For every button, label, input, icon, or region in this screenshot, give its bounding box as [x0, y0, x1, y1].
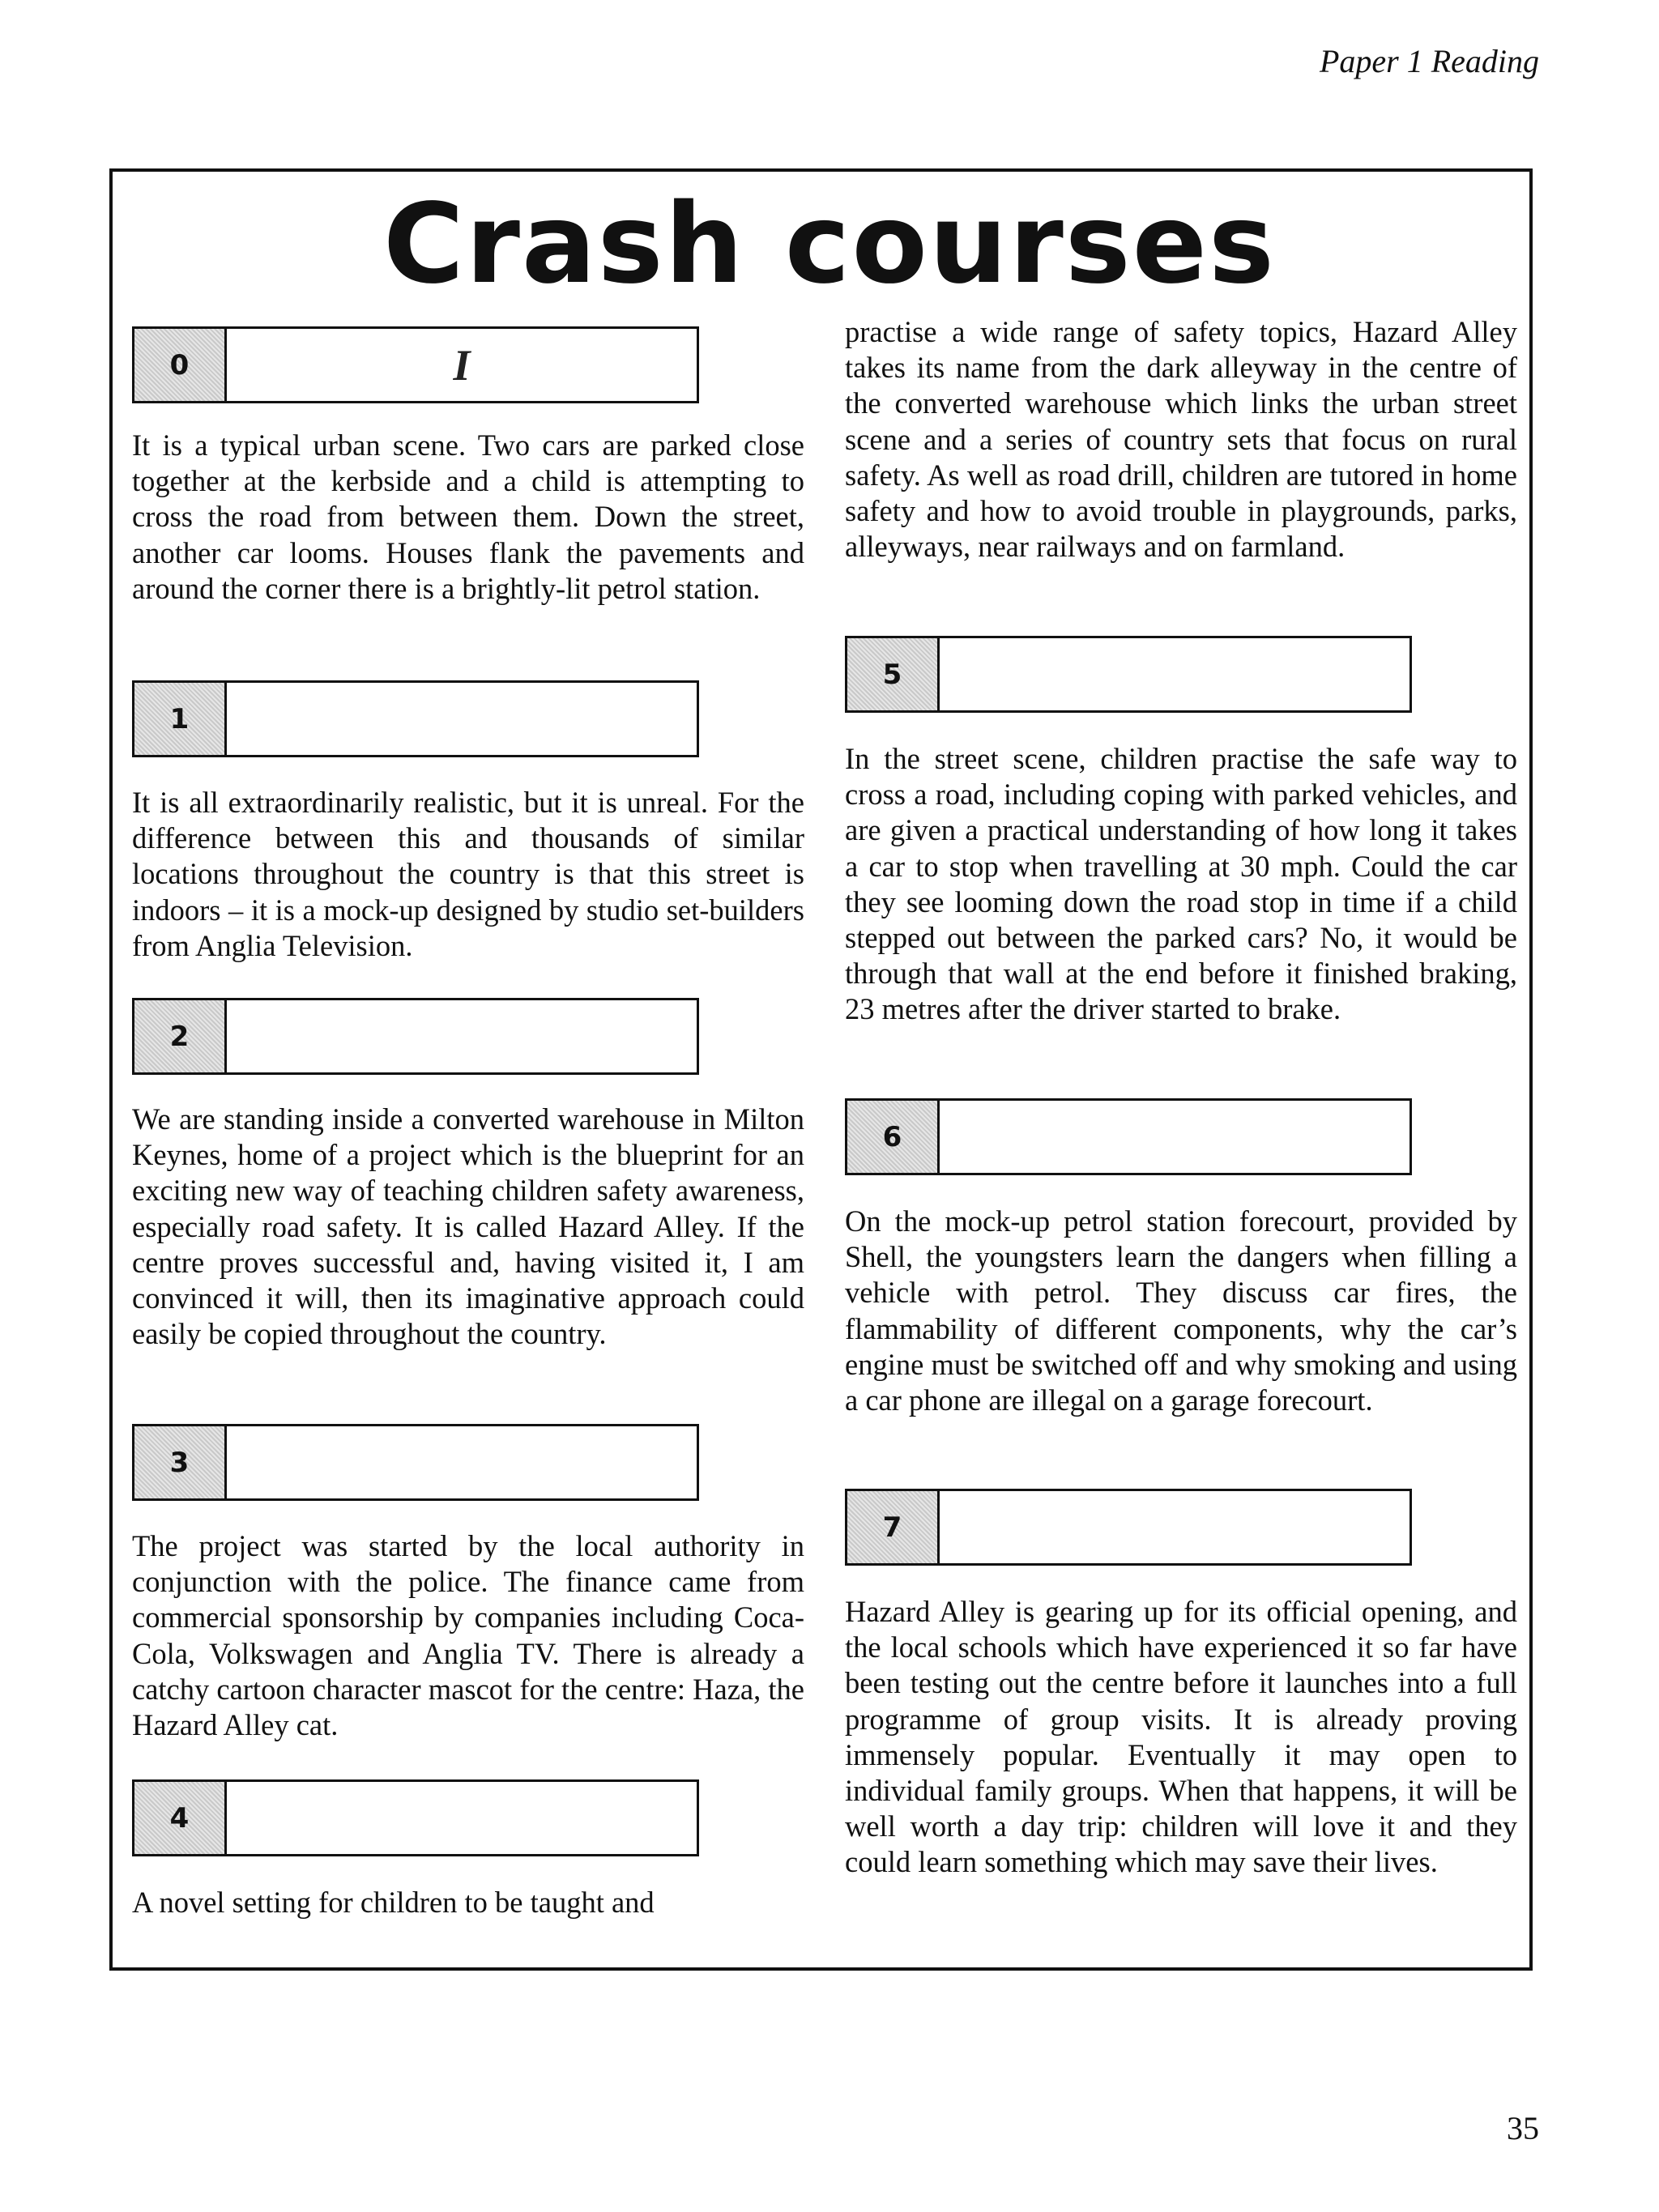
paragraph-8: Hazard Alley is gearing up for its official opening, and the local schools which have experienced it so far have been testing out the centre before it launches into a full programme of group visits. It is already proving immensely popular. Eventually it may open to individual family groups. When that happens, it will be well worth a day trip: children will love it and they could learn something which may save their lives. — [845, 1595, 1517, 1879]
gap-answer[interactable]: I — [453, 340, 471, 390]
paragraph-2: We are standing inside a converted warehouse in Milton Keynes, home of a project which is the blueprint for an exciting new way of teaching children safety awareness, especially road safety. It is called Hazard Alley. If the centre proves successful and, having visited it, I am convinced it will, then its imaginative approach could easily be copied throughout the country. — [132, 1102, 804, 1351]
gap-box-1[interactable] — [132, 680, 699, 757]
gap-answer[interactable] — [940, 1101, 1410, 1173]
gap-answer[interactable] — [227, 1426, 697, 1498]
gap-box-0[interactable] — [132, 326, 699, 403]
gap-answer[interactable] — [227, 683, 697, 755]
gap-box-3[interactable] — [132, 1424, 699, 1501]
gap-box-2[interactable] — [132, 998, 699, 1075]
gap-box-6[interactable] — [845, 1098, 1412, 1175]
gap-number: 1 — [134, 683, 227, 755]
gap-answer[interactable] — [940, 638, 1410, 710]
gap-number: 4 — [134, 1782, 227, 1854]
gap-box-7[interactable] — [845, 1489, 1412, 1566]
gap-number: 5 — [847, 638, 940, 710]
gap-answer[interactable] — [227, 1000, 697, 1072]
page-number: 35 — [1507, 2110, 1539, 2146]
paragraph-3: The project was started by the local authority in conjunction with the police. The finance came from commercial sponsorship by companies including Coca-Cola, Volkswagen and Anglia TV. There is already a catchy cartoon character mascot for the centre: Haza, the Hazard Alley cat. — [132, 1529, 804, 1742]
gap-number: 7 — [847, 1491, 940, 1563]
gap-number: 0 — [134, 329, 227, 401]
paragraph-5: practise a wide range of safety topics, Hazard Alley takes its name from the dark alleyway in the centre of the converted warehouse which links the urban street scene and a series of country sets that focus on rural safety. As well as road drill, children are tutored in home safety and how to avoid trouble in playgrounds, parks, alleyways, near railways and on farmland. — [845, 315, 1517, 564]
gap-number: 2 — [134, 1000, 227, 1072]
gap-number: 6 — [847, 1101, 940, 1173]
paragraph-4: A novel setting for children to be taught and — [132, 1886, 655, 1919]
gap-box-4[interactable] — [132, 1779, 699, 1856]
gap-box-5[interactable] — [845, 636, 1412, 713]
paragraph-6: In the street scene, children practise the safe way to cross a road, including coping with parked vehicles, and are given a practical understanding of how long it takes a car to stop when travelling at 30 mph. Could the car they see looming down the road stop in time if a child stepped out between the parked cars? No, it would be through that wall at the end before it finished braking, 23 metres after the driver started to brake. — [845, 742, 1517, 1026]
gap-number: 3 — [134, 1426, 227, 1498]
running-head: Paper 1 Reading — [1319, 43, 1539, 79]
article-title: Crash courses — [383, 181, 1276, 309]
paragraph-1: It is all extraordinarily realistic, but it is unreal. For the difference between this and thousands of similar locations throughout the country is that this street is indoors – it is a mock-up designed by studio set-builders from Anglia Television. — [132, 786, 804, 962]
gap-answer[interactable] — [940, 1491, 1410, 1563]
paragraph-0: It is a typical urban scene. Two cars are parked close together at the kerbside and a child is attempting to cross the road from between them. Down the street, another car looms. Houses flank the pavements and around the corner there is a brightly-lit petrol station. — [132, 428, 804, 605]
paragraph-7: On the mock-up petrol station forecourt, provided by Shell, the youngsters learn the dangers when filling a vehicle with petrol. They discuss car fires, the flammability of different components, why the car’s engine must be switched off and why smoking and using a car phone are illegal on a garage forecourt. — [845, 1204, 1517, 1417]
gap-answer[interactable] — [227, 1782, 697, 1854]
